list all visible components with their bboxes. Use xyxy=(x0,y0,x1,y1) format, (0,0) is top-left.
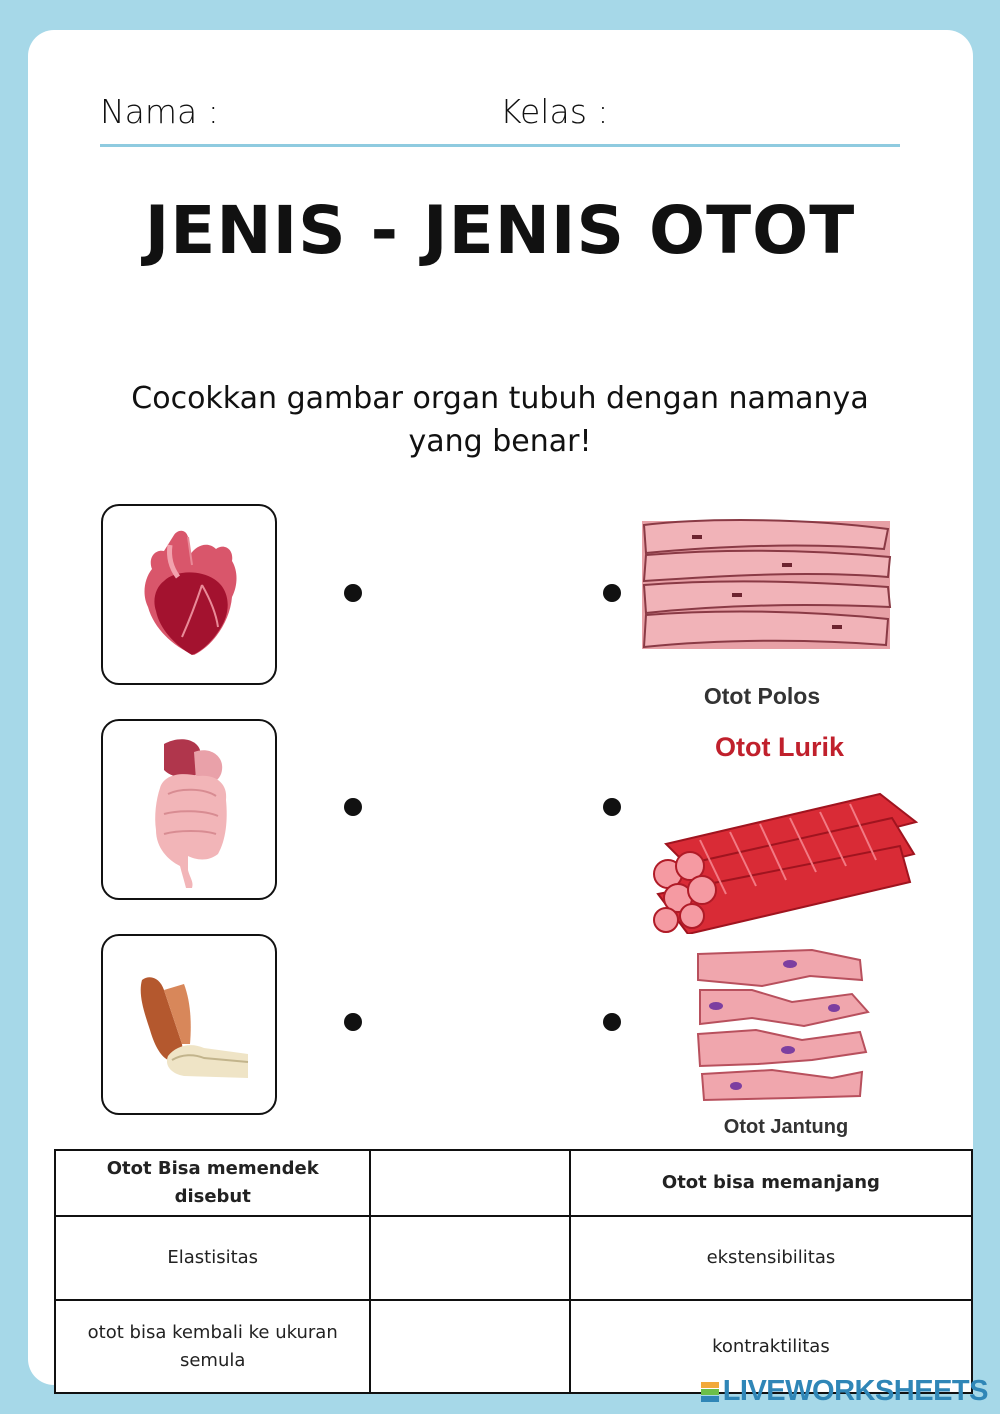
organ-card-heart[interactable] xyxy=(101,504,277,685)
match-dot-right-1[interactable] xyxy=(603,584,621,602)
page-title: JENIS - JENIS OTOT xyxy=(144,192,856,269)
muscle-card-striated[interactable] xyxy=(630,716,936,934)
intestine-icon xyxy=(134,730,244,890)
table-cell: Otot Bisa memendek disebut xyxy=(55,1150,370,1216)
muscle-caption-cardiac: Otot Jantung xyxy=(723,1116,849,1138)
answer-table xyxy=(54,1149,973,1394)
table-cell: Otot bisa memanjang xyxy=(570,1150,972,1216)
match-dot-right-3[interactable] xyxy=(603,1013,621,1031)
cardiac-muscle-icon xyxy=(692,946,880,1106)
brand-text: LIVEWORKSHEETS xyxy=(722,1375,988,1407)
striated-muscle-icon xyxy=(630,774,936,934)
answer-drop-zone[interactable] xyxy=(370,1300,569,1393)
muscle-caption-smooth: Otot Polos xyxy=(703,683,821,709)
muscle-card-cardiac[interactable] xyxy=(692,946,880,1146)
match-dot-left-3[interactable] xyxy=(344,1013,362,1031)
muscle-card-smooth[interactable] xyxy=(632,505,910,715)
table-row xyxy=(55,1216,972,1300)
table-row xyxy=(55,1150,972,1216)
table-cell: otot bisa kembali ke ukuran semula xyxy=(55,1300,370,1393)
muscle-caption-striated: Otot Lurik xyxy=(715,732,844,762)
class-label: Kelas : xyxy=(500,92,609,131)
answer-drop-zone[interactable] xyxy=(370,1216,569,1300)
name-label: Nama : xyxy=(100,92,219,131)
match-dot-right-2[interactable] xyxy=(603,798,621,816)
organ-card-intestine[interactable] xyxy=(101,719,277,900)
match-dot-left-2[interactable] xyxy=(344,798,362,816)
heart-icon xyxy=(134,525,244,665)
answer-drop-zone[interactable] xyxy=(370,1150,569,1216)
organ-card-arm[interactable] xyxy=(101,934,277,1115)
smooth-muscle-icon xyxy=(632,505,910,665)
header-divider xyxy=(100,144,900,147)
arm-muscle-icon xyxy=(124,960,254,1090)
match-dot-left-1[interactable] xyxy=(344,584,362,602)
table-cell: kontraktilitas xyxy=(570,1300,972,1393)
table-cell: ekstensibilitas xyxy=(570,1216,972,1300)
table-cell: Elastisitas xyxy=(55,1216,370,1300)
instruction-text: Cocokkan gambar organ tubuh dengan namanya yang benar! xyxy=(131,381,869,459)
liveworksheets-logo-icon xyxy=(701,1382,719,1402)
liveworksheets-brand xyxy=(701,1375,988,1408)
